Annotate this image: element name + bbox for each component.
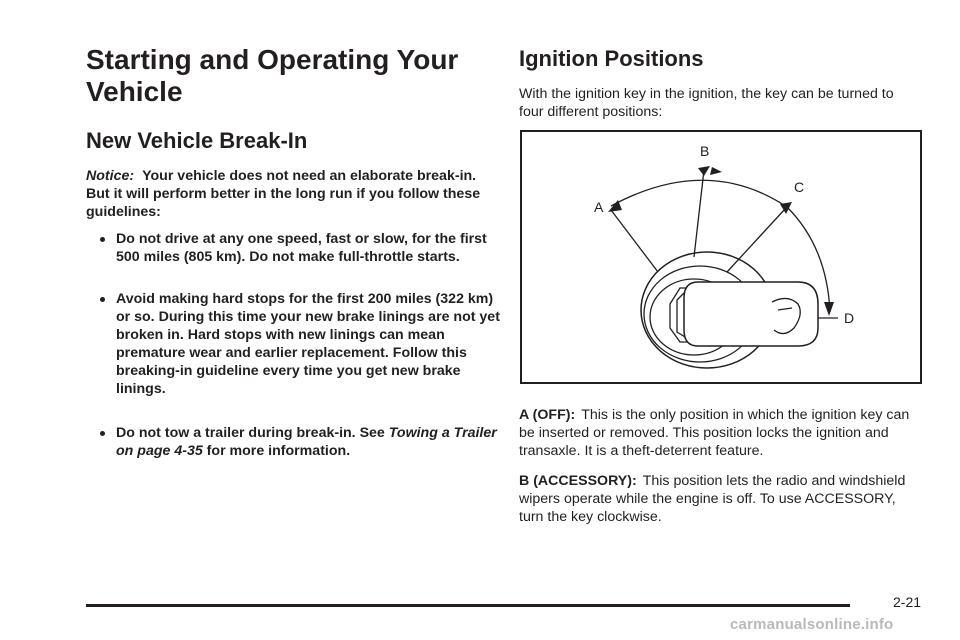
ignition-diagram (520, 130, 922, 384)
page-number: 2-21 (893, 594, 922, 610)
footer-rule (86, 604, 850, 607)
bullet-text: Avoid making hard stops for the first 200 miles (322 km) or so. During this time your new brake linings are not yet broken in. Hard stops with new linings can mean premature wear and earlier replacement. Follow this breaking-in guideline every time you get new brake linings. (116, 291, 500, 397)
section-title-break-in: New Vehicle Break-In (86, 128, 308, 153)
position-line-a (611, 210, 658, 272)
bullet-text: Do not tow a trailer during break-in. See (116, 425, 389, 441)
page-title: Starting and Operating Your Vehicle (86, 44, 459, 107)
bullet-icon (100, 237, 105, 242)
notice-label: Notice: (86, 168, 135, 184)
bullet-icon (100, 431, 105, 436)
arrowhead-b-right-icon (710, 167, 722, 175)
label-d: D (844, 310, 855, 326)
bullet-list-2 (100, 290, 500, 398)
watermark-logo: carmanualsonline.info (730, 616, 894, 633)
bullet-text: Do not drive at any one speed, fast or slow, for the first 500 miles (805 km). Do not make full-throttle starts. (116, 231, 487, 265)
label-b: B (700, 143, 710, 159)
towing-link[interactable]: Towing a Trailer on page 4-35 (116, 425, 497, 459)
arrowhead-d-icon (824, 302, 834, 316)
definition-term: A (OFF): (519, 407, 576, 423)
definition-term: B (ACCESSORY): (519, 473, 637, 489)
intro-paragraph: With the ignition key in the ignition, the key can be turned to four different positions: (519, 86, 894, 120)
notice-paragraph (86, 167, 491, 221)
definition-text: This position lets the radio and windshield wipers operate while the engine is off. To use ACCESSORY, turn the key clockwise. (519, 473, 906, 525)
definition-off (519, 406, 923, 460)
list-item (100, 230, 500, 266)
ignition-diagram-svg (522, 132, 920, 382)
definition-text: This is the only position in which the ignition key can be inserted or removed. This position locks the ignition and transaxle. It is a theft-deterrent feature. (519, 407, 910, 459)
arrowhead-b-left-icon (698, 166, 710, 176)
label-a: A (594, 199, 604, 215)
position-line-c (727, 209, 785, 272)
list-item (100, 290, 500, 398)
section-title-ignition: Ignition Positions (519, 46, 704, 71)
bullet-list-1 (100, 230, 500, 266)
definition-accessory (519, 472, 923, 526)
position-line-b (694, 170, 704, 257)
bullet-icon (100, 297, 105, 302)
key-head (684, 282, 818, 346)
notice-text: Your vehicle does not need an elaborate break-in. But it will perform better in the long run if you follow these guidelines: (86, 168, 481, 220)
list-item (100, 424, 500, 460)
label-c: C (794, 179, 805, 195)
bullet-list-3 (100, 424, 500, 460)
bullet-text: for more information. (202, 443, 351, 459)
